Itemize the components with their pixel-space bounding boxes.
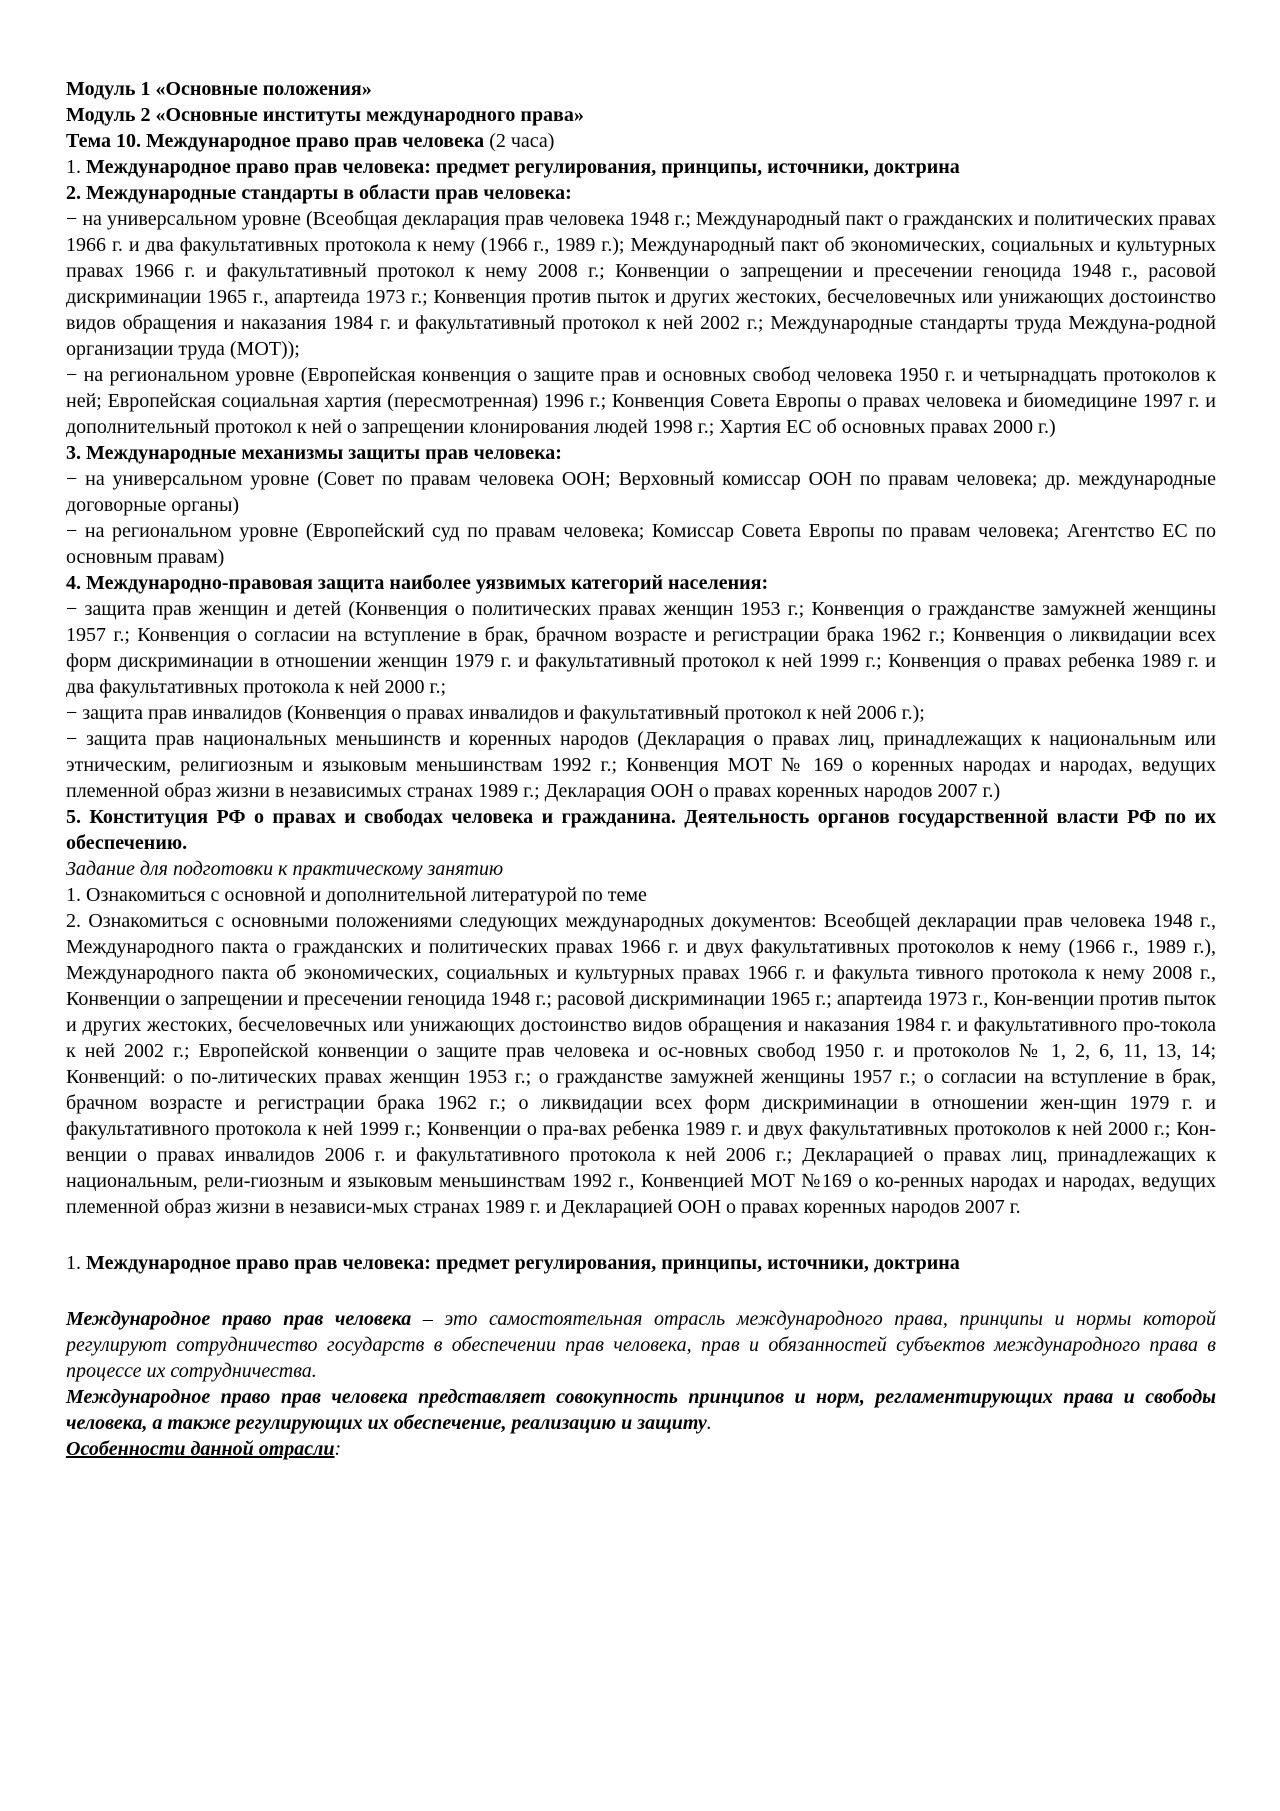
universal-mechanisms-paragraph <box>66 466 1216 518</box>
text-run: Тема 10. Международное право прав человека <box>66 130 485 152</box>
text-run: – это самостоятельная отрасль международного права, принципы и нормы которой регулируют сотрудничество государств в обеспечении прав человека, прав и обязанностей субъектов международного права в процессе их сотрудничества. <box>66 1308 1216 1382</box>
universal-standards-paragraph <box>66 206 1216 362</box>
task-1-line <box>66 882 1216 908</box>
text-run: Особенности данной отрасли <box>66 1438 335 1460</box>
text-run: Международное право прав человека <box>66 1308 412 1330</box>
disabled-rights-paragraph <box>66 700 1216 726</box>
minorities-paragraph <box>66 726 1216 804</box>
text-run: 5. Конституция РФ о правах и свободах человека и гражданина. Деятельность органов государственной власти РФ по их обеспечению. <box>66 806 1216 854</box>
essence-paragraph <box>66 1384 1216 1436</box>
text-run: Международное право прав человека: предмет регулирования, принципы, источники, доктрина <box>86 1252 960 1274</box>
text-run: Международное право прав человека представляет совокупность принципов и норм, регламентирующих права и свободы человека, а также регулирующих их обеспечение, реализацию и защиту <box>66 1386 1216 1434</box>
text-run: − защита прав женщин и детей (Конвенция о политических правах женщин 1953 г.; Конвенция о гражданстве замужней женщины 1957 г.; Конвенция о согласии на вступление в брак, брачном возрасте и регистрации брака 1962 г.; Конвенция о ликвидации всех форм дискриминации в отношении женщин 1979 г. и факультативный протокол к ней 1999 г.; Конвенция о правах ребенка 1989 г. и два факультативных протокола к ней 2000 г.; <box>66 598 1216 698</box>
features-heading <box>66 1436 1216 1462</box>
regional-mechanisms-paragraph <box>66 518 1216 570</box>
women-children-paragraph <box>66 596 1216 700</box>
text-run: − на универсальном уровне (Всеобщая декларация прав человека 1948 г.; Международный пакт о гражданских и политических правах 1966 г. и два факультативных протокола к нему (1966 г., 1989 г.); Международный пакт об экономических, социальных и культурных правах 1966 г. и факультативный протокол к нему 2008 г.; Конвенции о запрещении и пресечении геноцида 1948 г., расовой дискриминации 1965 г., апартеида 1973 г.; Конвенция против пыток и других жестоких, бесчеловечных или унижающих достоинство видов обращения и наказания 1984 г. и факультативный протокол к ней 2002 г.; Международные стандарты труда Междуна-родной организации труда (МОТ)); <box>66 208 1216 360</box>
item-5-heading <box>66 804 1216 856</box>
text-run: Задание для подготовки к практическому занятию <box>66 858 504 880</box>
text-run: : <box>334 1438 342 1460</box>
text-run: 2. Ознакомиться с основными положениями следующих международных документов: Всеобщей декларации прав человека 1948 г., Международного пакта о гражданских и политических правах 1966 г. и двух факультативных протоколов к нему (1966 г., 1989 г.), Международного пакта об экономических, социальных и культурных правах 1966 г. и факульта тивного протокола к нему 2008 г., Конвенции о запрещении и пресечении геноцида 1948 г.; расовой дискриминации 1965 г.; апартеида 1973 г., Кон-венции против пыток и других жестоких, бесчеловечных или унижающих достоинство видов обращения и наказания 1984 г. и факультативного про-токола к ней 2002 г.; Европейской конвенции о защите прав человека и ос-новных свобод 1950 г. и протоколов № 1, 2, 6, 11, 13, 14; Конвенций: о по-литических правах женщин 1953 г.; о гражданстве замужней женщины 1957 г.; о согласии на вступление в брак, брачном возрасте и регистрации брака 1962 г.; о ликвидации всех форм дискриминации в отношении жен-щин 1979 г. и факультативного протокола к ней 1999 г.; Конвенции о пра-вах ребенка 1989 г. и двух факультативных протоколов к ней 2000 г.; Кон-венции о правах инвалидов 2006 г. и факультативного протокола к ней 2006 г.; Декларацией о правах лиц, принадлежащих к национальным, рели-гиозным и языковым меньшинствам 1992 г., Конвенцией МОТ №169 о ко-ренных народах и народах, ведущих племенной образ жизни в независи-мых странах 1989 г. и Декларацией ООН о правах коренных народов 2007 г. <box>66 910 1216 1218</box>
section-1-heading <box>66 1250 1216 1276</box>
text-run: 2. Международные стандарты в области прав человека: <box>66 182 572 204</box>
text-run: . <box>706 1412 712 1434</box>
text-run: − на универсальном уровне (Совет по правам человека ООН; Верховный комиссар ООН по правам человека; др. международные договорные органы) <box>66 468 1216 516</box>
regional-standards-paragraph <box>66 362 1216 440</box>
item-1-heading <box>66 154 1216 180</box>
text-run: − защита прав национальных меньшинств и коренных народов (Декларация о правах лиц, принадлежащих к национальным или этническим, религиозным и языковым меньшинствам 1992 г.; Конвенция МОТ № 169 о коренных народах и народах, ведущих племенной образ жизни в независимых странах 1989 г.; Декларация ООН о правах коренных народов 2007 г.) <box>66 728 1216 802</box>
text-run: 1. <box>66 1252 86 1274</box>
text-run: 1. <box>66 156 86 178</box>
text-run: Международное право прав человека: предмет регулирования, принципы, источники, доктрина <box>86 156 960 178</box>
module-2-line <box>66 102 1216 128</box>
text-run: Модуль 2 «Основные институты международного права» <box>66 104 584 126</box>
text-run: − защита прав инвалидов (Конвенция о правах инвалидов и факультативный протокол к ней 2006 г.); <box>66 702 925 724</box>
text-run: 3. Международные механизмы защиты прав человека: <box>66 442 562 464</box>
text-run: (2 часа) <box>484 130 555 152</box>
item-3-heading <box>66 440 1216 466</box>
module-1-line <box>66 76 1216 102</box>
task-intro-line <box>66 856 1216 882</box>
item-4-heading <box>66 570 1216 596</box>
task-2-paragraph <box>66 908 1216 1220</box>
text-run: − на региональном уровне (Европейский суд по правам человека; Комиссар Совета Европы по правам человека; Агентство ЕС по основным правам) <box>66 520 1216 568</box>
definition-paragraph <box>66 1306 1216 1384</box>
text-run: − на региональном уровне (Европейская конвенция о защите прав и основных свобод человека 1950 г. и четырнадцать протоколов к ней; Европейская социальная хартия (пересмотренная) 1996 г.; Конвенция Совета Европы о правах человека и биомедицине 1997 г. и дополнительный протокол к ней о запрещении клонирования людей 1998 г.; Хартия ЕС об основных правах 2000 г.) <box>66 364 1216 438</box>
topic-line <box>66 128 1216 154</box>
text-run: 1. Ознакомиться с основной и дополнительной литературой по теме <box>66 884 647 906</box>
item-2-heading <box>66 180 1216 206</box>
text-run: 4. Международно-правовая защита наиболее уязвимых категорий населения: <box>66 572 769 594</box>
text-run: Модуль 1 «Основные положения» <box>66 78 372 100</box>
